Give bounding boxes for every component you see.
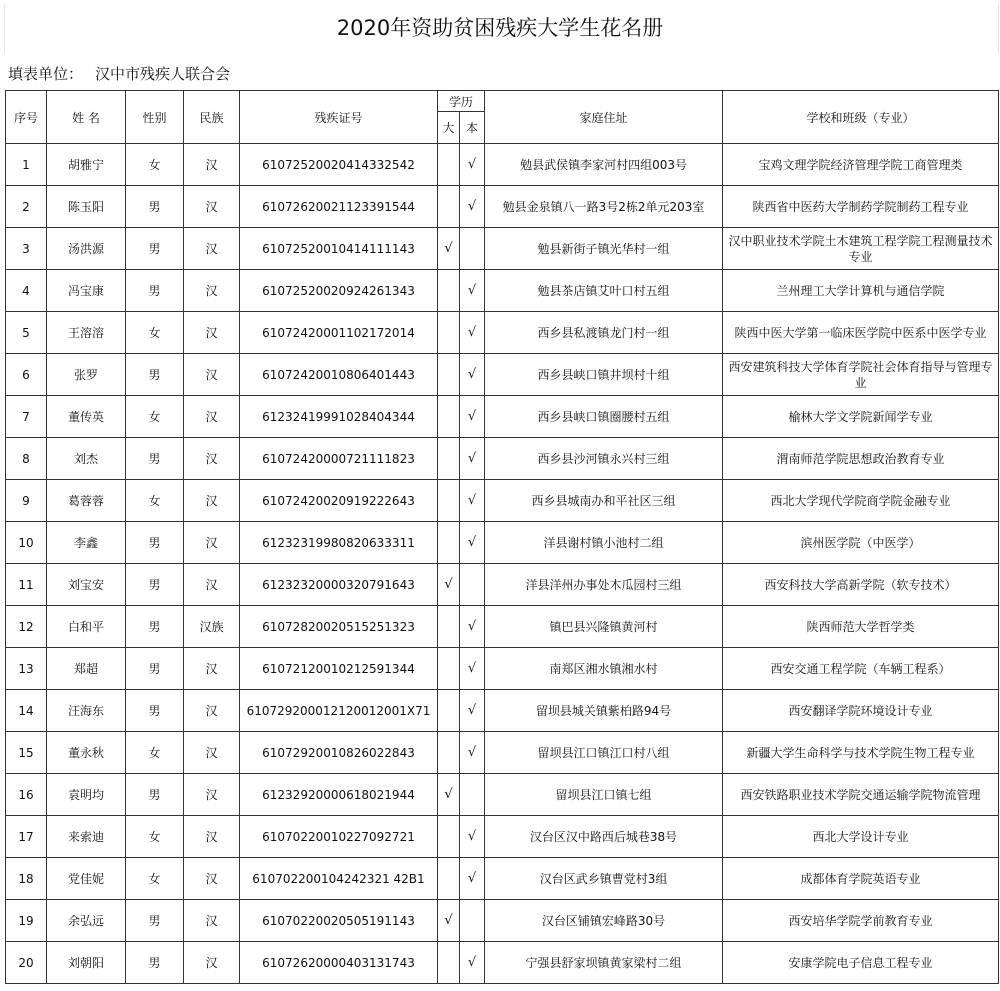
cell-edu-bachelor: √ <box>460 312 485 354</box>
cell-seq: 16 <box>6 774 47 816</box>
cell-edu-college <box>438 144 460 186</box>
cell-edu-college: √ <box>438 900 460 942</box>
cell-seq: 13 <box>6 648 47 690</box>
cell-seq: 17 <box>6 816 47 858</box>
table-row <box>6 690 999 732</box>
cell-school: 成都体育学院英语专业 <box>723 858 999 900</box>
cell-edu-college: √ <box>438 774 460 816</box>
cell-edu-college <box>438 312 460 354</box>
table-row <box>6 816 999 858</box>
cell-address: 汉台区武乡镇曹党村3组 <box>485 858 723 900</box>
cell-name: 余弘远 <box>47 900 126 942</box>
cell-address: 汉台区铺镇宏峰路30号 <box>485 900 723 942</box>
cell-edu-college <box>438 438 460 480</box>
table-row <box>6 606 999 648</box>
cell-gender: 女 <box>126 858 184 900</box>
cell-ethnicity: 汉 <box>184 480 240 522</box>
cell-ethnicity: 汉 <box>184 522 240 564</box>
cell-school: 汉中职业技术学院土木建筑工程学院工程测量技术专业 <box>723 228 999 270</box>
cell-edu-bachelor: √ <box>460 942 485 984</box>
cell-ethnicity: 汉 <box>184 774 240 816</box>
cell-edu-bachelor <box>460 900 485 942</box>
cell-name: 白和平 <box>47 606 126 648</box>
cell-ethnicity: 汉 <box>184 354 240 396</box>
cell-address: 西乡县私渡镇龙门村一组 <box>485 312 723 354</box>
cell-name: 胡雅宁 <box>47 144 126 186</box>
cell-ethnicity: 汉 <box>184 186 240 228</box>
cell-edu-college <box>438 858 460 900</box>
cell-cert: 61232920000618021944 <box>240 774 438 816</box>
table-row <box>6 144 999 186</box>
cell-address: 西乡县沙河镇永兴村三组 <box>485 438 723 480</box>
cell-seq: 12 <box>6 606 47 648</box>
table-row <box>6 648 999 690</box>
cell-cert: 61072620000403131743 <box>240 942 438 984</box>
header-seq: 序号 <box>6 91 47 144</box>
table-row <box>6 564 999 606</box>
cell-edu-bachelor: √ <box>460 354 485 396</box>
cell-gender: 男 <box>126 270 184 312</box>
cell-address: 镇巴县兴隆镇黄河村 <box>485 606 723 648</box>
table-row <box>6 270 999 312</box>
table-row <box>6 900 999 942</box>
cell-seq: 1 <box>6 144 47 186</box>
cell-name: 董传英 <box>47 396 126 438</box>
cell-name: 汤洪源 <box>47 228 126 270</box>
cell-name: 董永秋 <box>47 732 126 774</box>
cell-address: 勉县金泉镇八一路3号2栋2单元203室 <box>485 186 723 228</box>
cell-ethnicity: 汉 <box>184 438 240 480</box>
cell-gender: 女 <box>126 480 184 522</box>
cell-edu-bachelor <box>460 228 485 270</box>
cell-edu-college <box>438 186 460 228</box>
cell-edu-college <box>438 396 460 438</box>
page-title: 2020年资助贫困残疾大学生花名册 <box>336 16 664 40</box>
cell-name: 党佳妮 <box>47 858 126 900</box>
cell-gender: 男 <box>126 774 184 816</box>
cell-seq: 19 <box>6 900 47 942</box>
cell-name: 刘宝安 <box>47 564 126 606</box>
cell-edu-bachelor: √ <box>460 648 485 690</box>
cell-ethnicity: 汉 <box>184 144 240 186</box>
cell-edu-bachelor: √ <box>460 186 485 228</box>
cell-school: 陕西省中医药大学制药学院制药工程专业 <box>723 186 999 228</box>
table-row <box>6 354 999 396</box>
cell-gender: 男 <box>126 564 184 606</box>
cell-address: 汉台区汉中路西后城巷38号 <box>485 816 723 858</box>
cell-cert: 61072820020515251323 <box>240 606 438 648</box>
cell-school: 西安铁路职业技术学院交通运输学院物流管理 <box>723 774 999 816</box>
cell-gender: 男 <box>126 522 184 564</box>
cell-address: 洋县洋州办事处木瓜园村三组 <box>485 564 723 606</box>
cell-address: 西乡县峡口镇井坝村十组 <box>485 354 723 396</box>
filing-unit-value: 汉中市残疾人联合会 <box>95 65 231 83</box>
cell-gender: 男 <box>126 186 184 228</box>
cell-edu-bachelor: √ <box>460 144 485 186</box>
cell-ethnicity: 汉 <box>184 816 240 858</box>
cell-name: 陈玉阳 <box>47 186 126 228</box>
cell-seq: 5 <box>6 312 47 354</box>
cell-address: 勉县茶店镇艾叶口村五组 <box>485 270 723 312</box>
cell-name: 刘杰 <box>47 438 126 480</box>
cell-edu-college <box>438 480 460 522</box>
filing-unit <box>8 61 230 87</box>
cell-ethnicity: 汉 <box>184 900 240 942</box>
cell-school: 西安交通工程学院（车辆工程系） <box>723 648 999 690</box>
cell-edu-college: √ <box>438 228 460 270</box>
cell-edu-college <box>438 270 460 312</box>
cell-school: 西安建筑科技大学体育学院社会体育指导与管理专业 <box>723 354 999 396</box>
header-school: 学校和班级（专业） <box>723 91 999 144</box>
table-row <box>6 438 999 480</box>
cell-gender: 女 <box>126 144 184 186</box>
header-gender: 性别 <box>126 91 184 144</box>
cell-ethnicity: 汉 <box>184 396 240 438</box>
cell-school: 新疆大学生命科学与技术学院生物工程专业 <box>723 732 999 774</box>
cell-address: 勉县新街子镇光华村一组 <box>485 228 723 270</box>
table-row <box>6 228 999 270</box>
cell-address: 洋县谢村镇小池村二组 <box>485 522 723 564</box>
cell-gender: 男 <box>126 606 184 648</box>
cell-gender: 男 <box>126 900 184 942</box>
cell-edu-bachelor: √ <box>460 270 485 312</box>
table-row <box>6 186 999 228</box>
cell-seq: 11 <box>6 564 47 606</box>
table-row <box>6 396 999 438</box>
cell-cert: 61072620021123391544 <box>240 186 438 228</box>
cell-school: 兰州理工大学计算机与通信学院 <box>723 270 999 312</box>
cell-ethnicity: 汉 <box>184 690 240 732</box>
cell-seq: 9 <box>6 480 47 522</box>
table-row <box>6 312 999 354</box>
cell-gender: 女 <box>126 732 184 774</box>
cell-edu-bachelor: √ <box>460 522 485 564</box>
cell-gender: 女 <box>126 312 184 354</box>
cell-cert: 610729200012120012001X71 <box>240 690 438 732</box>
cell-edu-college <box>438 816 460 858</box>
cell-address: 留坝县城关镇紫柏路94号 <box>485 690 723 732</box>
cell-gender: 男 <box>126 942 184 984</box>
cell-edu-bachelor: √ <box>460 396 485 438</box>
cell-name: 葛蓉蓉 <box>47 480 126 522</box>
cell-cert: 61072920010826022843 <box>240 732 438 774</box>
cell-school: 宝鸡文理学院经济管理学院工商管理类 <box>723 144 999 186</box>
cell-ethnicity: 汉 <box>184 732 240 774</box>
cell-address: 南郑区湘水镇湘水村 <box>485 648 723 690</box>
cell-school: 陕西师范大学哲学类 <box>723 606 999 648</box>
cell-seq: 6 <box>6 354 47 396</box>
cell-seq: 18 <box>6 858 47 900</box>
header-ethnicity: 民族 <box>184 91 240 144</box>
roster-body <box>6 144 999 984</box>
cell-cert: 61072120010212591344 <box>240 648 438 690</box>
filing-unit-label: 填表单位： <box>8 65 84 83</box>
cell-address: 勉县武侯镇李家河村四组003号 <box>485 144 723 186</box>
cell-edu-college <box>438 354 460 396</box>
cell-school: 西北大学设计专业 <box>723 816 999 858</box>
cell-gender: 女 <box>126 396 184 438</box>
cell-school: 西安翻译学院环境设计专业 <box>723 690 999 732</box>
cell-address: 西乡县峡口镇圈腰村五组 <box>485 396 723 438</box>
table-row <box>6 942 999 984</box>
cell-cert: 61070220010227092721 <box>240 816 438 858</box>
cell-cert: 61072420020919222643 <box>240 480 438 522</box>
header-name: 姓 名 <box>47 91 126 144</box>
cell-ethnicity: 汉 <box>184 648 240 690</box>
cell-ethnicity: 汉 <box>184 270 240 312</box>
cell-edu-college <box>438 690 460 732</box>
cell-school: 西安科技大学高新学院（软专技术） <box>723 564 999 606</box>
cell-school: 陕西中医大学第一临床医学院中医系中医学专业 <box>723 312 999 354</box>
cell-edu-bachelor: √ <box>460 480 485 522</box>
cell-edu-college: √ <box>438 564 460 606</box>
cell-seq: 10 <box>6 522 47 564</box>
cell-edu-college <box>438 606 460 648</box>
cell-seq: 4 <box>6 270 47 312</box>
cell-cert: 610702200104242321 42B1 <box>240 858 438 900</box>
cell-edu-college <box>438 522 460 564</box>
cell-ethnicity: 汉 <box>184 312 240 354</box>
cell-school: 西安培华学院学前教育专业 <box>723 900 999 942</box>
cell-address: 留坝县江口镇七组 <box>485 774 723 816</box>
cell-name: 刘朝阳 <box>47 942 126 984</box>
cell-school: 安康学院电子信息工程专业 <box>723 942 999 984</box>
cell-school: 榆林大学文学院新闻学专业 <box>723 396 999 438</box>
cell-seq: 2 <box>6 186 47 228</box>
cell-cert: 61072520010414111143 <box>240 228 438 270</box>
cell-school: 渭南师范学院思想政治教育专业 <box>723 438 999 480</box>
cell-name: 郑超 <box>47 648 126 690</box>
header-edu-bachelor: 本 <box>460 112 485 144</box>
cell-address: 西乡县城南办和平社区三组 <box>485 480 723 522</box>
cell-gender: 男 <box>126 354 184 396</box>
cell-edu-bachelor: √ <box>460 606 485 648</box>
cell-edu-bachelor <box>460 774 485 816</box>
cell-ethnicity: 汉 <box>184 564 240 606</box>
cell-edu-bachelor: √ <box>460 816 485 858</box>
cell-cert: 61072420001102172014 <box>240 312 438 354</box>
cell-gender: 男 <box>126 228 184 270</box>
cell-edu-college <box>438 732 460 774</box>
cell-edu-college <box>438 648 460 690</box>
cell-cert: 61070220020505191143 <box>240 900 438 942</box>
header-row <box>6 91 999 112</box>
table-row <box>6 732 999 774</box>
cell-name: 张罗 <box>47 354 126 396</box>
cell-ethnicity: 汉族 <box>184 606 240 648</box>
cell-name: 汪海东 <box>47 690 126 732</box>
table-row <box>6 774 999 816</box>
cell-name: 来索迪 <box>47 816 126 858</box>
cell-edu-bachelor: √ <box>460 438 485 480</box>
cell-gender: 男 <box>126 438 184 480</box>
table-row <box>6 522 999 564</box>
cell-gender: 女 <box>126 816 184 858</box>
cell-name: 袁明均 <box>47 774 126 816</box>
cell-seq: 20 <box>6 942 47 984</box>
cell-gender: 男 <box>126 690 184 732</box>
cell-ethnicity: 汉 <box>184 942 240 984</box>
cell-name: 王溶溶 <box>47 312 126 354</box>
cell-cert: 61232319980820633311 <box>240 522 438 564</box>
cell-seq: 14 <box>6 690 47 732</box>
cell-cert: 61072520020414332542 <box>240 144 438 186</box>
cell-seq: 7 <box>6 396 47 438</box>
header-education: 学历 <box>438 91 485 112</box>
header-edu-college: 大 <box>438 112 460 144</box>
table-row <box>6 858 999 900</box>
cell-cert: 61232419991028404344 <box>240 396 438 438</box>
cell-name: 李鑫 <box>47 522 126 564</box>
cell-seq: 3 <box>6 228 47 270</box>
cell-name: 冯宝康 <box>47 270 126 312</box>
cell-seq: 15 <box>6 732 47 774</box>
cell-cert: 61072420010806401443 <box>240 354 438 396</box>
cell-ethnicity: 汉 <box>184 228 240 270</box>
cell-cert: 61072420000721111823 <box>240 438 438 480</box>
cell-edu-bachelor: √ <box>460 732 485 774</box>
cell-address: 宁强县舒家坝镇黄家梁村二组 <box>485 942 723 984</box>
cell-edu-bachelor: √ <box>460 690 485 732</box>
cell-cert: 61232320000320791643 <box>240 564 438 606</box>
header-address: 家庭住址 <box>485 91 723 144</box>
header-cert: 残疾证号 <box>240 91 438 144</box>
cell-school: 滨州医学院（中医学） <box>723 522 999 564</box>
cell-ethnicity: 汉 <box>184 858 240 900</box>
cell-cert: 61072520020924261343 <box>240 270 438 312</box>
cell-seq: 8 <box>6 438 47 480</box>
cell-address: 留坝县江口镇江口村八组 <box>485 732 723 774</box>
cell-gender: 男 <box>126 648 184 690</box>
cell-school: 西北大学现代学院商学院金融专业 <box>723 480 999 522</box>
cell-edu-bachelor <box>460 564 485 606</box>
cell-edu-college <box>438 942 460 984</box>
student-roster-table <box>5 90 999 984</box>
cell-edu-bachelor: √ <box>460 858 485 900</box>
table-row <box>6 480 999 522</box>
